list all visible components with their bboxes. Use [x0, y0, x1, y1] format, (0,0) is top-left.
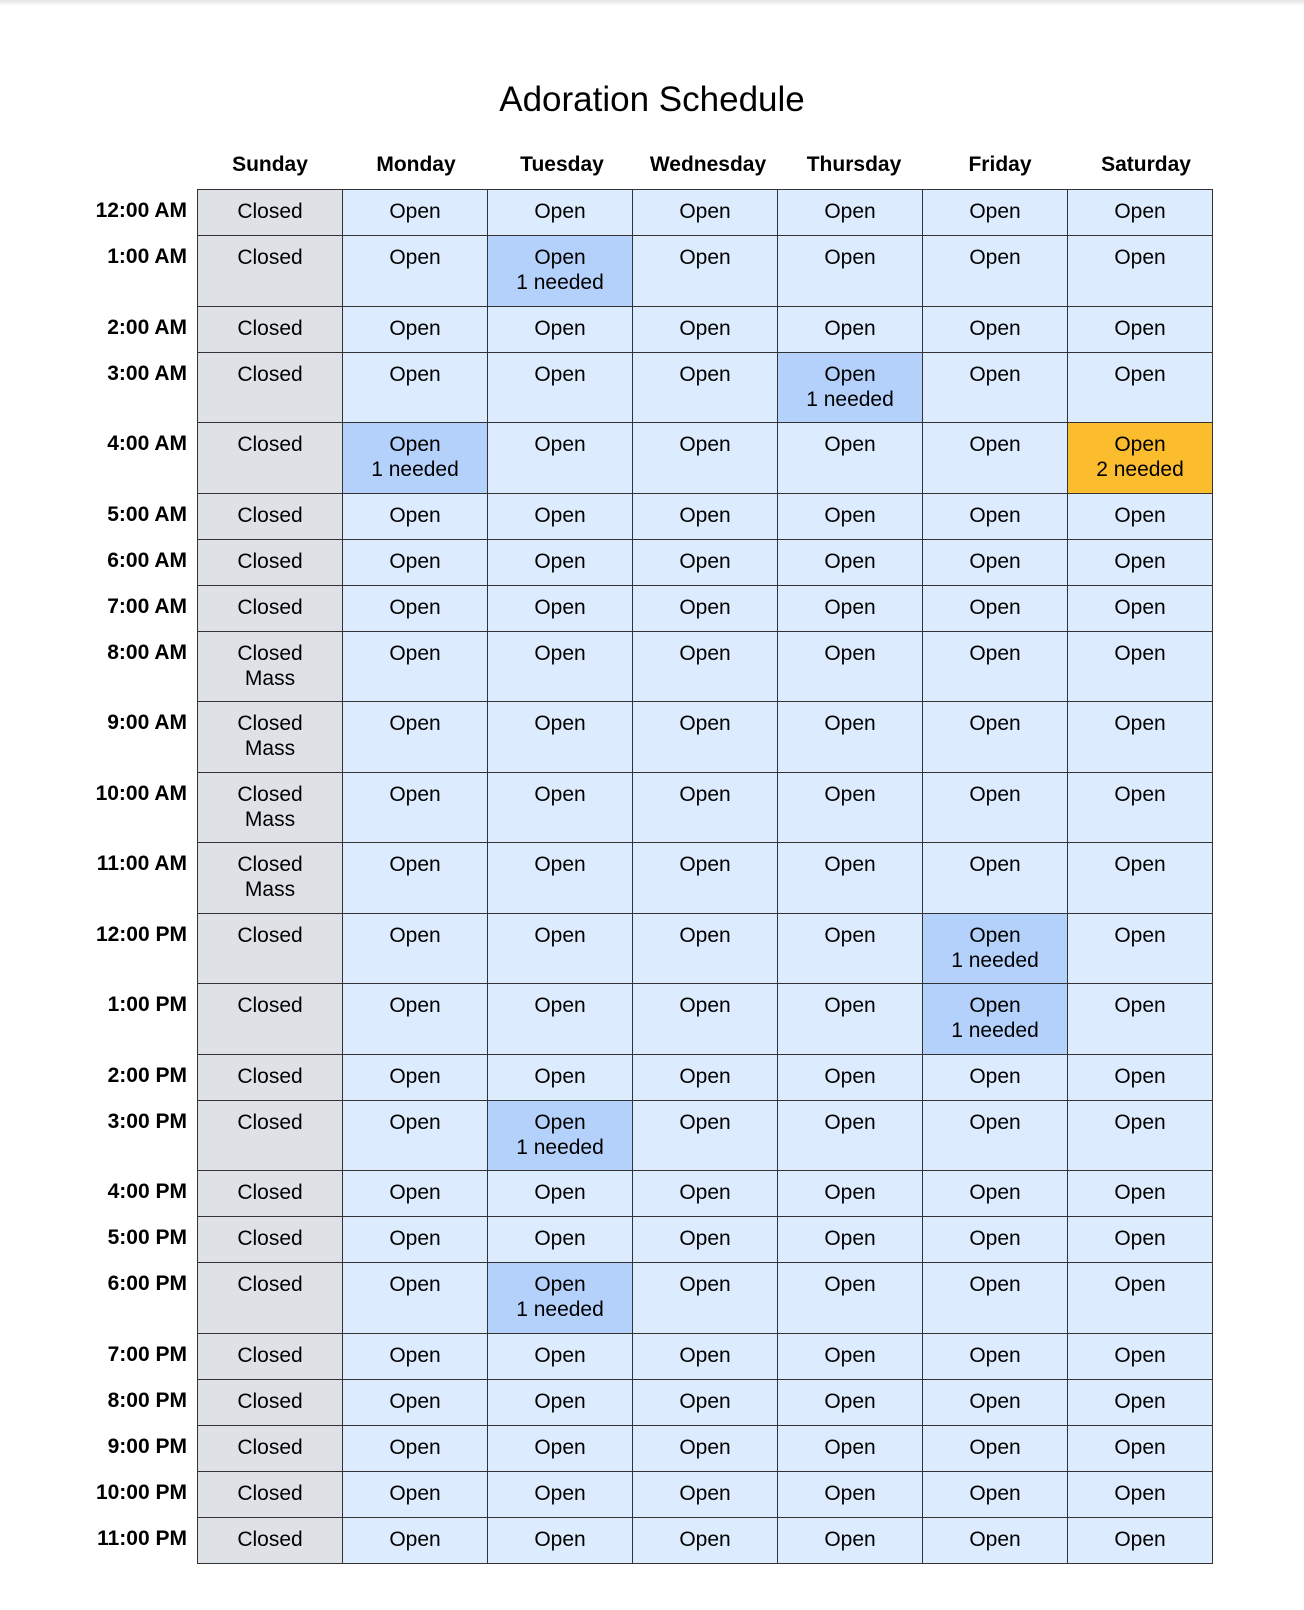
slot-cell-tuesday[interactable]: Open [488, 772, 633, 843]
time-label: 6:00 AM [107, 548, 187, 572]
slot-cell-tuesday[interactable]: Open [488, 1425, 633, 1471]
slot-cell-wednesday[interactable]: Open [633, 585, 778, 631]
slot-cell-friday[interactable]: Open [923, 1171, 1068, 1217]
slot-cell-saturday[interactable]: Open [1068, 306, 1213, 352]
slot-cell-wednesday[interactable]: Open [633, 493, 778, 539]
slot-cell-monday[interactable]: Open [343, 1100, 488, 1171]
slot-cell-wednesday[interactable]: Open [633, 702, 778, 773]
slot-cell-wednesday[interactable]: Open [633, 190, 778, 236]
slot-cell-friday[interactable]: Open [923, 772, 1068, 843]
slot-cell-friday[interactable]: Open [923, 1517, 1068, 1563]
slot-cell-sunday: Closed [198, 1379, 343, 1425]
slot-cell-wednesday[interactable]: Open [633, 1425, 778, 1471]
slot-cell-sunday: Closed [198, 1517, 343, 1563]
slot-cell-saturday[interactable]: Open [1068, 1217, 1213, 1263]
time-label: 1:00 PM [107, 993, 187, 1016]
slot-cell-wednesday[interactable]: Open [633, 1517, 778, 1563]
slot-cell-friday[interactable]: Open [923, 352, 1068, 423]
slot-cell-monday[interactable]: Open [343, 984, 488, 1055]
slot-cell-wednesday[interactable]: Open [633, 1217, 778, 1263]
slot-cell-tuesday[interactable]: Open [488, 984, 633, 1055]
time-label: 11:00 PM [97, 1526, 187, 1550]
time-label: 1:00 AM [107, 245, 187, 268]
slot-cell-saturday[interactable]: Open [1068, 1517, 1213, 1563]
slot-cell-thursday[interactable]: Open [778, 1054, 923, 1100]
slot-cell-monday[interactable]: Open [343, 1425, 488, 1471]
slot-cell-thursday[interactable]: Open [778, 1379, 923, 1425]
day-header-thursday: Thursday [806, 153, 902, 176]
slot-cell-saturday[interactable]: Open 2 needed [1068, 423, 1213, 494]
time-label: 5:00 AM [107, 502, 187, 526]
schedule-row [198, 352, 1213, 423]
time-label: 3:00 PM [107, 1109, 187, 1133]
slot-cell-tuesday[interactable]: Open [488, 585, 633, 631]
slot-cell-sunday: Closed [198, 306, 343, 352]
slot-cell-thursday[interactable]: Open [778, 1425, 923, 1471]
slot-cell-thursday[interactable]: Open [778, 236, 923, 307]
slot-cell-tuesday[interactable]: Open [488, 702, 633, 773]
slot-cell-tuesday[interactable]: Open [488, 843, 633, 914]
slot-cell-sunday: Closed [198, 1333, 343, 1379]
slot-cell-wednesday[interactable]: Open [633, 1263, 778, 1334]
slot-cell-wednesday[interactable]: Open [633, 984, 778, 1055]
slot-cell-tuesday[interactable]: Open [488, 493, 633, 539]
slot-cell-sunday: Closed [198, 1471, 343, 1517]
schedule-row [198, 1517, 1213, 1563]
day-header-friday: Friday [968, 153, 1032, 176]
slot-cell-saturday[interactable]: Open [1068, 1100, 1213, 1171]
slot-cell-saturday[interactable]: Open [1068, 702, 1213, 773]
slot-cell-friday[interactable]: Open [923, 1333, 1068, 1379]
slot-cell-wednesday[interactable]: Open [633, 1171, 778, 1217]
slot-cell-monday[interactable]: Open [343, 1054, 488, 1100]
slot-cell-thursday[interactable]: Open [778, 1171, 923, 1217]
slot-cell-saturday[interactable]: Open [1068, 984, 1213, 1055]
schedule-row [198, 913, 1213, 984]
slot-cell-friday[interactable]: Open [923, 1471, 1068, 1517]
slot-cell-sunday: Closed [198, 352, 343, 423]
time-label: 10:00 AM [95, 781, 187, 805]
schedule-row [198, 306, 1213, 352]
slot-cell-saturday[interactable]: Open [1068, 1333, 1213, 1379]
slot-cell-monday[interactable]: Open [343, 913, 488, 984]
day-header-sunday: Sunday [232, 153, 308, 176]
schedule-row [198, 190, 1213, 236]
slot-cell-tuesday[interactable]: Open [488, 1379, 633, 1425]
slot-cell-tuesday[interactable]: Open [488, 423, 633, 494]
time-label: 2:00 AM [107, 315, 187, 339]
slot-cell-saturday[interactable]: Open [1068, 352, 1213, 423]
slot-cell-wednesday[interactable]: Open [633, 1333, 778, 1379]
time-label: 12:00 AM [95, 199, 187, 222]
slot-cell-saturday[interactable]: Open [1068, 493, 1213, 539]
slot-cell-friday[interactable]: Open [923, 190, 1068, 236]
slot-cell-saturday[interactable]: Open [1068, 843, 1213, 914]
time-label: 10:00 PM [95, 1480, 187, 1504]
slot-cell-saturday[interactable]: Open [1068, 1263, 1213, 1334]
slot-cell-wednesday[interactable]: Open [633, 913, 778, 984]
slot-cell-sunday: Closed [198, 236, 343, 307]
slot-cell-monday[interactable]: Open [343, 306, 488, 352]
schedule-row [198, 1333, 1213, 1379]
slot-cell-friday[interactable]: Open [923, 493, 1068, 539]
schedule-row [198, 539, 1213, 585]
slot-cell-friday[interactable]: Open [923, 1263, 1068, 1334]
slot-cell-tuesday[interactable]: Open 1 needed [488, 1100, 633, 1171]
time-label: 8:00 AM [107, 640, 187, 664]
slot-cell-sunday: Closed [198, 585, 343, 631]
slot-cell-saturday[interactable]: Open [1068, 1054, 1213, 1100]
slot-cell-sunday: Closed Mass [198, 843, 343, 914]
slot-cell-sunday: Closed [198, 190, 343, 236]
slot-cell-sunday: Closed [198, 1171, 343, 1217]
slot-cell-friday[interactable]: Open [923, 702, 1068, 773]
slot-cell-friday[interactable]: Open [923, 585, 1068, 631]
schedule-row [198, 1425, 1213, 1471]
slot-cell-saturday[interactable]: Open [1068, 1471, 1213, 1517]
slot-cell-saturday[interactable]: Open [1068, 913, 1213, 984]
slot-cell-tuesday[interactable]: Open [488, 190, 633, 236]
slot-cell-wednesday[interactable]: Open [633, 772, 778, 843]
schedule-row [198, 493, 1213, 539]
slot-cell-saturday[interactable]: Open [1068, 190, 1213, 236]
day-header-monday: Monday [376, 153, 456, 176]
slot-cell-thursday[interactable]: Open [778, 539, 923, 585]
slot-cell-monday[interactable]: Open [343, 1471, 488, 1517]
time-label: 2:00 PM [107, 1063, 187, 1087]
slot-cell-monday[interactable]: Open [343, 493, 488, 539]
time-label: 4:00 PM [107, 1180, 187, 1203]
slot-cell-friday[interactable]: Open [923, 236, 1068, 307]
slot-cell-friday[interactable]: Open 1 needed [923, 984, 1068, 1055]
slot-cell-friday[interactable]: Open [923, 1100, 1068, 1171]
slot-cell-sunday: Closed [198, 913, 343, 984]
slot-cell-monday[interactable]: Open [343, 190, 488, 236]
slot-cell-tuesday[interactable]: Open [488, 1054, 633, 1100]
slot-cell-friday[interactable]: Open 1 needed [923, 913, 1068, 984]
slot-cell-wednesday[interactable]: Open [633, 306, 778, 352]
slot-cell-thursday[interactable]: Open [778, 984, 923, 1055]
slot-cell-saturday[interactable]: Open [1068, 236, 1213, 307]
slot-cell-wednesday[interactable]: Open [633, 236, 778, 307]
time-label: 12:00 PM [95, 922, 187, 946]
slot-cell-wednesday[interactable]: Open [633, 1100, 778, 1171]
slot-cell-sunday: Closed Mass [198, 772, 343, 843]
slot-cell-thursday[interactable]: Open [778, 585, 923, 631]
slot-cell-monday[interactable]: Open [343, 1379, 488, 1425]
time-label: 6:00 PM [107, 1272, 187, 1295]
slot-cell-monday[interactable]: Open [343, 702, 488, 773]
slot-cell-thursday[interactable]: Open [778, 1217, 923, 1263]
slot-cell-thursday[interactable]: Open [778, 306, 923, 352]
slot-cell-thursday[interactable]: Open [778, 1333, 923, 1379]
day-header-saturday: Saturday [1101, 153, 1191, 176]
slot-cell-wednesday[interactable]: Open [633, 631, 778, 702]
slot-cell-monday[interactable]: Open [343, 772, 488, 843]
slot-cell-friday[interactable]: Open [923, 423, 1068, 494]
schedule-row [198, 1471, 1213, 1517]
slot-cell-monday[interactable]: Open [343, 236, 488, 307]
slot-cell-sunday: Closed Mass [198, 631, 343, 702]
slot-cell-friday[interactable]: Open [923, 631, 1068, 702]
slot-cell-monday[interactable]: Open 1 needed [343, 423, 488, 494]
slot-cell-friday[interactable]: Open [923, 843, 1068, 914]
slot-cell-friday[interactable]: Open [923, 306, 1068, 352]
slot-cell-saturday[interactable]: Open [1068, 585, 1213, 631]
slot-cell-thursday[interactable]: Open [778, 631, 923, 702]
slot-cell-tuesday[interactable]: Open [488, 913, 633, 984]
slot-cell-saturday[interactable]: Open [1068, 1379, 1213, 1425]
slot-cell-friday[interactable]: Open [923, 1379, 1068, 1425]
slot-cell-monday[interactable]: Open [343, 1171, 488, 1217]
slot-cell-sunday: Closed [198, 493, 343, 539]
slot-cell-sunday: Closed [198, 1425, 343, 1471]
schedule-row [198, 1379, 1213, 1425]
slot-cell-wednesday[interactable]: Open [633, 1471, 778, 1517]
slot-cell-tuesday[interactable]: Open [488, 1171, 633, 1217]
schedule-row [198, 1054, 1213, 1100]
time-label: 5:00 PM [107, 1226, 187, 1249]
slot-cell-sunday: Closed [198, 1054, 343, 1100]
slot-cell-thursday[interactable]: Open [778, 1471, 923, 1517]
time-label: 4:00 AM [107, 432, 187, 455]
slot-cell-monday[interactable]: Open [343, 631, 488, 702]
slot-cell-wednesday[interactable]: Open [633, 539, 778, 585]
slot-cell-tuesday[interactable]: Open [488, 539, 633, 585]
slot-cell-saturday[interactable]: Open [1068, 1171, 1213, 1217]
slot-cell-thursday[interactable]: Open [778, 190, 923, 236]
slot-cell-wednesday[interactable]: Open [633, 352, 778, 423]
slot-cell-tuesday[interactable]: Open [488, 352, 633, 423]
time-label: 7:00 PM [107, 1342, 187, 1366]
slot-cell-monday[interactable]: Open [343, 585, 488, 631]
slot-cell-tuesday[interactable]: Open [488, 1333, 633, 1379]
slot-cell-wednesday[interactable]: Open [633, 843, 778, 914]
slot-cell-monday[interactable]: Open [343, 1263, 488, 1334]
time-label: 7:00 AM [107, 594, 187, 618]
slot-cell-wednesday[interactable]: Open [633, 423, 778, 494]
slot-cell-monday[interactable]: Open [343, 843, 488, 914]
slot-cell-sunday: Closed [198, 1263, 343, 1334]
slot-cell-monday[interactable]: Open [343, 1217, 488, 1263]
slot-cell-wednesday[interactable]: Open [633, 1054, 778, 1100]
slot-cell-tuesday[interactable]: Open 1 needed [488, 1263, 633, 1334]
slot-cell-friday[interactable]: Open [923, 1217, 1068, 1263]
slot-cell-tuesday[interactable]: Open [488, 306, 633, 352]
slot-cell-friday[interactable]: Open [923, 1425, 1068, 1471]
slot-cell-saturday[interactable]: Open [1068, 772, 1213, 843]
slot-cell-thursday[interactable]: Open [778, 1263, 923, 1334]
slot-cell-saturday[interactable]: Open [1068, 631, 1213, 702]
slot-cell-thursday[interactable]: Open [778, 1517, 923, 1563]
schedule-row [198, 631, 1213, 702]
schedule-row [198, 1171, 1213, 1217]
slot-cell-monday[interactable]: Open [343, 1517, 488, 1563]
slot-cell-tuesday[interactable]: Open [488, 1517, 633, 1563]
schedule-row [198, 423, 1213, 494]
time-label: 9:00 AM [107, 711, 187, 734]
slot-cell-sunday: Closed [198, 423, 343, 494]
schedule-row [198, 772, 1213, 843]
slot-cell-tuesday[interactable]: Open [488, 1471, 633, 1517]
slot-cell-thursday[interactable]: Open 1 needed [778, 352, 923, 423]
schedule-table [197, 189, 1213, 1564]
schedule-row [198, 1263, 1213, 1334]
slot-cell-thursday[interactable]: Open [778, 772, 923, 843]
slot-cell-thursday[interactable]: Open [778, 702, 923, 773]
slot-cell-thursday[interactable]: Open [778, 913, 923, 984]
slot-cell-sunday: Closed [198, 1217, 343, 1263]
slot-cell-monday[interactable]: Open [343, 1333, 488, 1379]
slot-cell-friday[interactable]: Open [923, 1054, 1068, 1100]
slot-cell-tuesday[interactable]: Open 1 needed [488, 236, 633, 307]
schedule-row [198, 236, 1213, 307]
schedule-row [198, 843, 1213, 914]
slot-cell-thursday[interactable]: Open [778, 843, 923, 914]
slot-cell-tuesday[interactable]: Open [488, 1217, 633, 1263]
page-title: Adoration Schedule [499, 80, 805, 119]
slot-cell-wednesday[interactable]: Open [633, 1379, 778, 1425]
day-header-wednesday: Wednesday [649, 153, 767, 176]
slot-cell-sunday: Closed [198, 984, 343, 1055]
slot-cell-sunday: Closed [198, 539, 343, 585]
time-label: 8:00 PM [107, 1388, 187, 1412]
schedule-row [198, 585, 1213, 631]
slot-cell-monday[interactable]: Open [343, 352, 488, 423]
slot-cell-friday[interactable]: Open [923, 539, 1068, 585]
schedule-row [198, 702, 1213, 773]
top-edge-shadow [0, 0, 1304, 6]
day-header-tuesday: Tuesday [520, 153, 604, 176]
schedule-row [198, 1217, 1213, 1263]
schedule-row [198, 984, 1213, 1055]
slot-cell-saturday[interactable]: Open [1068, 539, 1213, 585]
slot-cell-saturday[interactable]: Open [1068, 1425, 1213, 1471]
schedule-row [198, 1100, 1213, 1171]
slot-cell-thursday[interactable]: Open [778, 493, 923, 539]
time-label: 3:00 AM [107, 361, 187, 385]
slot-cell-sunday: Closed Mass [198, 702, 343, 773]
slot-cell-tuesday[interactable]: Open [488, 631, 633, 702]
slot-cell-sunday: Closed [198, 1100, 343, 1171]
slot-cell-thursday[interactable]: Open [778, 1100, 923, 1171]
time-label: 9:00 PM [107, 1434, 187, 1458]
slot-cell-thursday[interactable]: Open [778, 423, 923, 494]
slot-cell-monday[interactable]: Open [343, 539, 488, 585]
time-label: 11:00 AM [96, 852, 187, 875]
